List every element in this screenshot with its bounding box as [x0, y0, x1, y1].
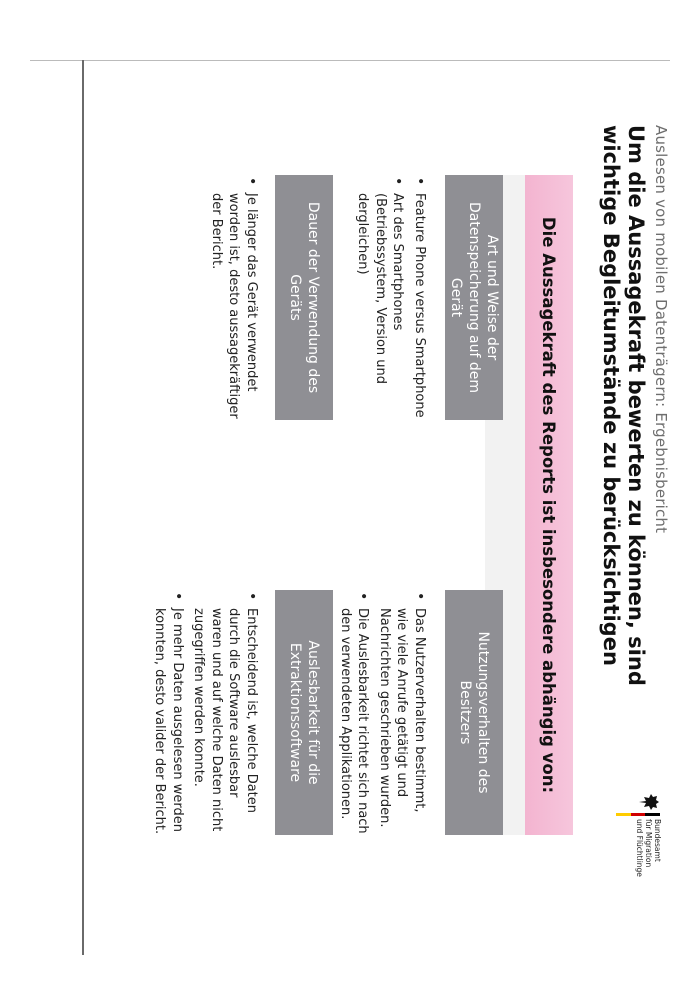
bullet-item: • Je mehr Daten ausgelesen werden konnten, desto valider der Bericht.	[151, 590, 186, 835]
logo-line: und Flüchtlinge	[635, 819, 644, 877]
scan-edge-top	[30, 60, 670, 61]
bullet-item: • Die Auslesbarkeit richtet sich nach den verwendeten Applikationen.	[337, 590, 372, 835]
box-header-duration: Dauer der Verwendung des Geräts	[275, 175, 333, 420]
bamf-logo	[602, 793, 662, 883]
bullet-item: • Je länger das Gerät verwendet worden ist, desto aussagekräftiger der Bericht.	[208, 175, 261, 425]
bullet-item: • Art des Smartphones (Betriebssystem, Version und dergleichen)	[354, 175, 407, 425]
box-header-usage: Nutzungsverhalten des Besitzers	[445, 590, 503, 835]
flag-stripe	[616, 813, 660, 816]
slide	[88, 75, 678, 905]
box-bullets-usage	[333, 590, 429, 835]
box-header-storage: Art und Weise der Datenspeicherung auf dem Gerät	[445, 175, 503, 420]
box-bullets-extraction	[147, 590, 260, 835]
logo-line: Bundesamt	[653, 819, 662, 862]
dependency-banner: Die Aussagekraft des Reports ist insbesondere abhängig von:	[525, 175, 573, 835]
box-bullets-duration	[204, 175, 261, 425]
bullet-item: • Das Nutzerverhalten bestimmt, wie viele Anrufe getätigt und Nachrichten geschrieben wurden.	[376, 590, 429, 835]
logo-text	[635, 819, 662, 883]
logo-line: für Migration	[644, 819, 653, 868]
scan-edge-left	[82, 60, 84, 955]
box-bullets-storage	[350, 175, 428, 425]
bullet-item: • Feature Phone versus Smartphone	[411, 175, 429, 425]
slide-subtitle: Auslesen von mobilen Datenträgern: Ergebnisbericht	[652, 125, 670, 534]
box-header-extraction: Auslesbarkeit für die Extraktionssoftware	[275, 590, 333, 835]
slide-title: Um die Aussagekraft bewerten zu können, sind wichtige Begleitumstände zu berücksichtigen	[599, 125, 648, 686]
eagle-icon	[638, 793, 660, 811]
bullet-item: • Entscheidend ist, welche Daten durch die Software auslesbar waren und auf welche Daten nicht zugegriffen werden konnte.	[190, 590, 260, 835]
